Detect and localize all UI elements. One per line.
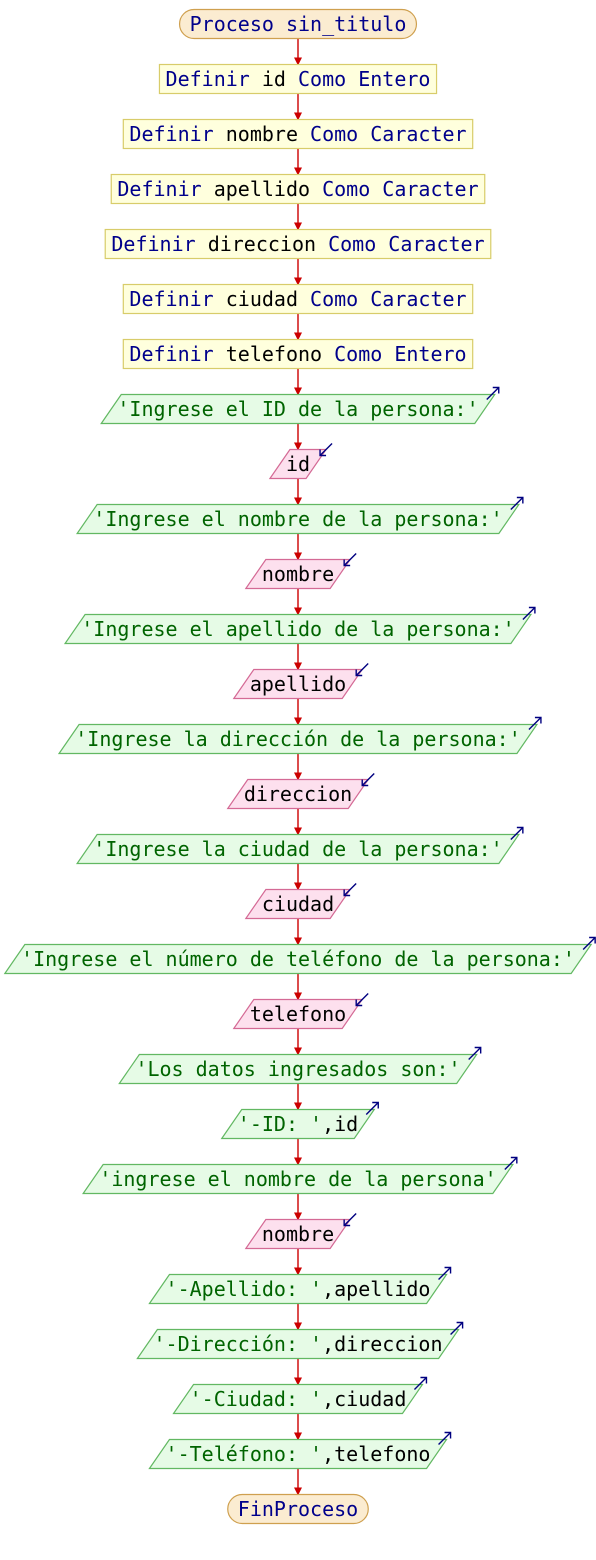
node-label	[117, 177, 478, 201]
node-label	[154, 1332, 443, 1356]
input-node[interactable]	[234, 994, 368, 1029]
node-label	[190, 12, 407, 36]
node-label-part: nombre	[261, 562, 335, 586]
node-label-part: id	[285, 452, 311, 476]
node-label-part: Definir	[165, 67, 262, 91]
node-label	[111, 232, 484, 256]
node-label-part: ,direccion	[322, 1332, 443, 1356]
node-label	[166, 67, 431, 91]
node-label	[262, 1222, 334, 1246]
output-node[interactable]	[174, 1378, 427, 1414]
node-label-part: direccion	[207, 232, 317, 256]
node-label-part: 'Ingrese el ID de la persona:'	[117, 397, 479, 421]
node-label-part: nombre	[225, 122, 298, 146]
node-label-part: Definir	[117, 177, 214, 201]
node-label-part: 'ingrese el nombre de la persona'	[99, 1167, 497, 1191]
node-label-part: apellido	[249, 672, 347, 696]
node-label	[250, 1002, 346, 1026]
input-node[interactable]	[246, 554, 356, 589]
node-label	[93, 837, 502, 861]
define-node[interactable]	[123, 285, 472, 314]
input-node[interactable]	[246, 1214, 356, 1249]
node-label	[262, 562, 334, 586]
node-label	[81, 617, 514, 641]
output-node[interactable]	[137, 1323, 462, 1359]
define-node[interactable]	[105, 230, 491, 259]
node-label-part: ,ciudad	[322, 1387, 407, 1411]
node-label	[166, 1442, 431, 1466]
node-label-part: Proceso sin_titulo	[189, 12, 407, 36]
node-label	[286, 452, 310, 476]
node-label-part: Como Caracter	[310, 177, 479, 201]
define-node[interactable]	[123, 120, 472, 149]
output-node[interactable]	[119, 1048, 480, 1084]
output-node[interactable]	[77, 498, 523, 534]
output-node[interactable]	[83, 1158, 517, 1194]
node-label-part: 'Ingrese el apellido de la persona:'	[81, 617, 515, 641]
node-label-part: ciudad	[261, 892, 335, 916]
node-label	[21, 947, 575, 971]
node-label	[75, 727, 521, 751]
node-label-part: Como Entero	[322, 342, 467, 366]
node-label-part: apellido	[213, 177, 311, 201]
output-node[interactable]	[222, 1103, 379, 1139]
node-label-part: FinProceso	[237, 1497, 359, 1521]
node-label	[250, 672, 346, 696]
node-label	[238, 1497, 358, 1521]
node-label-part: 'Ingrese la dirección de la persona:'	[75, 727, 521, 751]
node-label	[129, 342, 466, 366]
output-node[interactable]	[5, 938, 595, 974]
start-node[interactable]	[180, 10, 417, 39]
node-label-part: ciudad	[225, 287, 298, 311]
node-label-part: id	[261, 67, 286, 91]
node-label-part: Como Entero	[285, 67, 431, 91]
node-label-part: 'Ingrese el número de teléfono de la persona:'	[21, 947, 575, 971]
node-label-part: Definir	[129, 287, 226, 311]
define-node[interactable]	[123, 340, 472, 369]
node-label	[166, 1277, 431, 1301]
node-label-part: ,telefono	[322, 1442, 431, 1466]
define-node[interactable]	[159, 65, 436, 94]
node-label-part: Definir	[111, 232, 208, 256]
node-label-part: nombre	[261, 1222, 335, 1246]
node-label	[238, 1112, 358, 1136]
node-label	[129, 287, 466, 311]
node-label-part: Como Caracter	[316, 232, 485, 256]
node-label-part: 'Ingrese la ciudad de la persona:'	[93, 837, 503, 861]
output-node[interactable]	[149, 1268, 450, 1304]
node-label-part: Como Caracter	[298, 287, 467, 311]
end-node[interactable]	[228, 1495, 369, 1524]
node-label-part: '-Apellido: '	[165, 1277, 323, 1301]
output-node[interactable]	[65, 608, 535, 644]
node-label-part: telefono	[249, 1002, 347, 1026]
node-label-part: '-Ciudad: '	[189, 1387, 323, 1411]
node-label-part: telefono	[225, 342, 323, 366]
define-node[interactable]	[111, 175, 485, 204]
output-node[interactable]	[59, 718, 541, 754]
input-node[interactable]	[234, 664, 368, 699]
node-label	[262, 892, 334, 916]
input-node[interactable]	[270, 444, 332, 479]
node-label	[244, 782, 352, 806]
node-label	[93, 507, 502, 531]
node-label-part: Definir	[129, 122, 226, 146]
node-label-part: direccion	[243, 782, 353, 806]
node-label-part: '-Dirección: '	[153, 1332, 323, 1356]
output-node[interactable]	[77, 828, 523, 864]
input-node[interactable]	[246, 884, 356, 919]
node-label-part: ,apellido	[322, 1277, 431, 1301]
node-label-part: Definir	[129, 342, 226, 366]
node-label	[190, 1387, 407, 1411]
node-label	[99, 1167, 496, 1191]
output-node[interactable]	[101, 388, 499, 424]
node-label-part: 'Los datos ingresados son:'	[135, 1057, 461, 1081]
node-label	[117, 397, 478, 421]
node-label-part: '-ID: '	[237, 1112, 323, 1136]
node-label-part: ,id	[322, 1112, 359, 1136]
output-node[interactable]	[149, 1433, 450, 1469]
node-label-part: '-Teléfono: '	[165, 1442, 323, 1466]
node-label-part: 'Ingrese el nombre de la persona:'	[93, 507, 503, 531]
node-label-part: Como Caracter	[298, 122, 467, 146]
input-node[interactable]	[228, 774, 374, 809]
node-label	[129, 122, 466, 146]
node-label	[135, 1057, 460, 1081]
